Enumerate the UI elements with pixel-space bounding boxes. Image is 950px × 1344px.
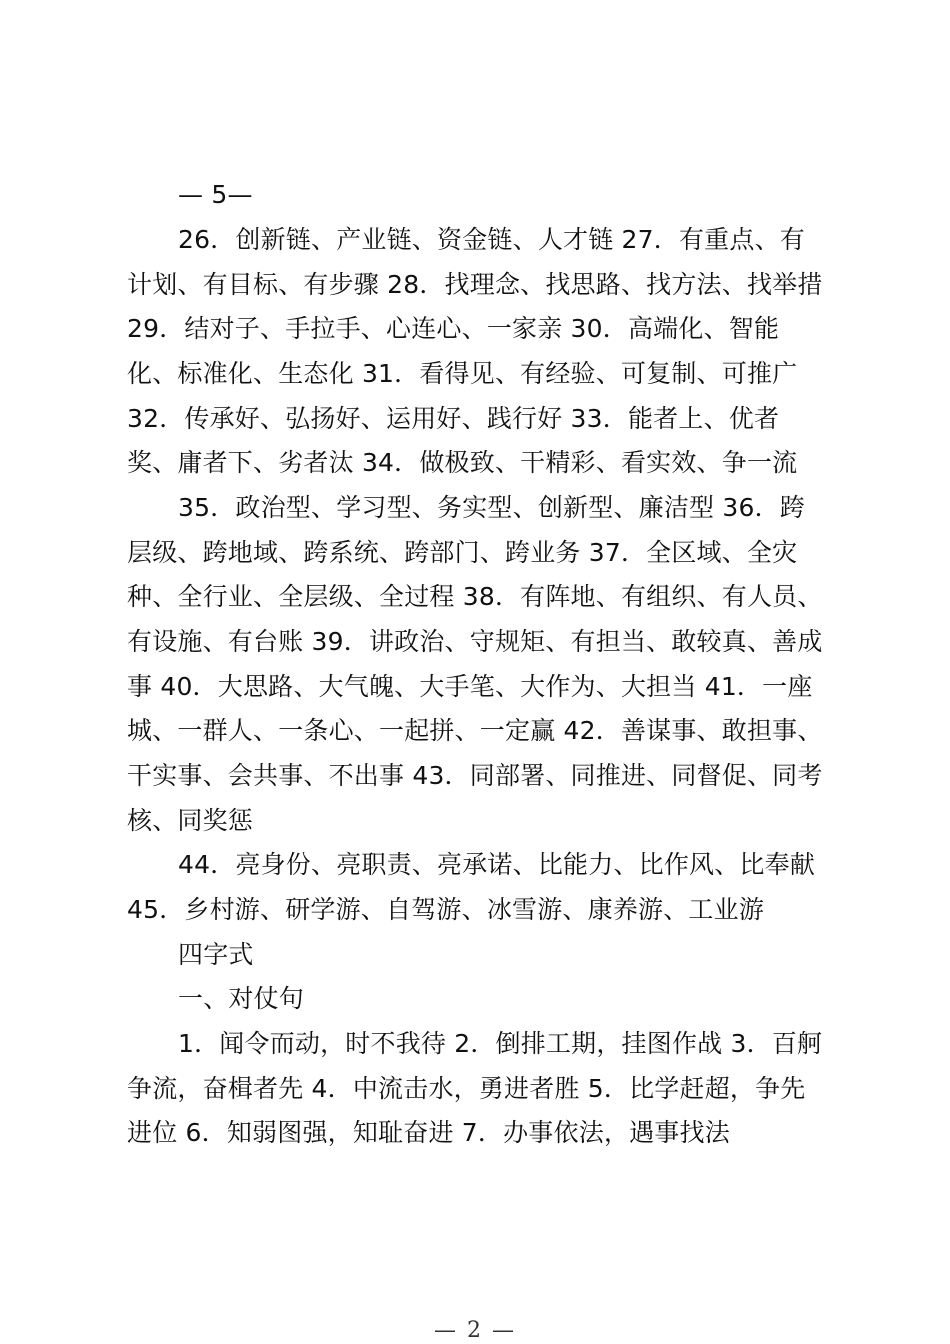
paragraph-line: 26．创新链、产业链、资金链、人才链 27．有重点、有 — [178, 225, 805, 254]
paragraph-line: 争流，奋楫者先 4．中流击水，勇进者胜 5．比学赶超，争先 — [127, 1074, 806, 1103]
section-heading: 四字式 — [178, 940, 254, 969]
paragraph-line: 核、同奖惩 — [127, 806, 254, 835]
paragraph-line: 29．结对子、手拉手、心连心、一家亲 30．高端化、智能 — [127, 314, 780, 343]
subsection-heading: 一、对仗句 — [178, 984, 305, 1013]
paragraph-line: 计划、有目标、有步骤 28．找理念、找思路、找方法、找举措 — [127, 270, 823, 299]
paragraph-line: 进位 6．知弱图强，知耻奋进 7．办事依法，遇事找法 — [127, 1118, 730, 1147]
paragraph-line: 有设施、有台账 39．讲政治、守规矩、有担当、敢较真、善成 — [127, 627, 823, 656]
paragraph-line: 层级、跨地域、跨系统、跨部门、跨业务 37．全区域、全灾 — [127, 538, 798, 567]
paragraph-line: 种、全行业、全层级、全过程 38．有阵地、有组织、有人员、 — [127, 582, 823, 611]
paragraph-line: 1．闻令而动，时不我待 2．倒排工期，挂图作战 3．百舸 — [178, 1029, 823, 1058]
paragraph-line: 32．传承好、弘扬好、运用好、践行好 33．能者上、优者 — [127, 404, 780, 433]
paragraph-line: 干实事、会共事、不出事 43．同部署、同推进、同督促、同考 — [127, 761, 823, 790]
paragraph-line: 45．乡村游、研学游、自驾游、冰雪游、康养游、工业游 — [127, 895, 765, 924]
page-number: — 2 — — [434, 1318, 516, 1343]
section-marker: — 5— — [178, 180, 253, 209]
paragraph-line: 44．亮身份、亮职责、亮承诺、比能力、比作风、比奉献 — [178, 850, 816, 879]
paragraph-line: 化、标准化、生态化 31．看得见、有经验、可复制、可推广 — [127, 359, 798, 388]
paragraph-line: 事 40．大思路、大气魄、大手笔、大作为、大担当 41．一座 — [127, 672, 813, 701]
paragraph-line: 35．政治型、学习型、务实型、创新型、廉洁型 36．跨 — [178, 493, 805, 522]
paragraph-line: 城、一群人、一条心、一起拼、一定赢 42．善谋事、敢担事、 — [127, 716, 823, 745]
paragraph-line: 奖、庸者下、劣者汰 34．做极致、干精彩、看实效、争一流 — [127, 448, 798, 477]
